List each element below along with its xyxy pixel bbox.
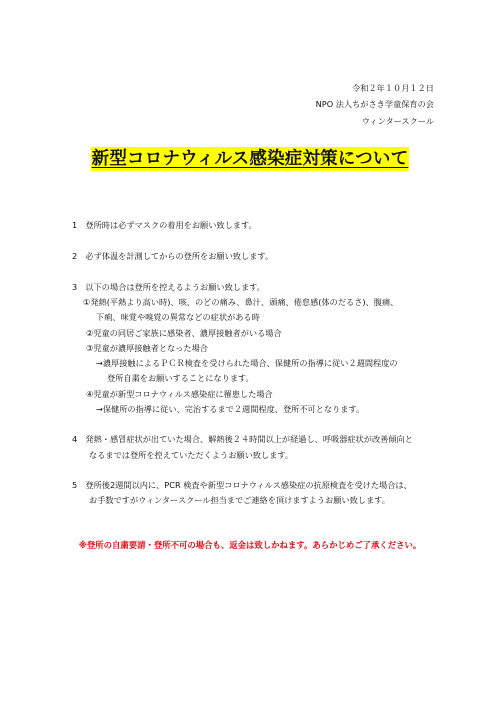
item-3-sub-1-line-1: ①発熱(平熱より高い時)、咳、のどの痛み、鼻汁、頭痛、倦怠感(体のだるさ)、腹痛、 (83, 297, 399, 307)
header-organization: NPO 法人ちがさき学童保育の会 (315, 99, 434, 109)
item-1: 1 登所時は必ずマスクの着用をお願い致します。 (72, 220, 257, 230)
item-5-line-2: お手数ですがウィンタースクール担当までご連絡を頂けますようお願い致します。 (89, 495, 390, 505)
item-4-line-1: 4 発熱・感冒症状が出ていた場合、解熱後２４時間以上が経過し、呼吸器症状が改善傾向と (72, 434, 413, 444)
item-3-sub-1-line-2: 下痢、味覚や嗅覚の異常などの症状がある時 (96, 312, 260, 322)
refund-notice: ※登所の自粛要請・登所不可の場合も、返金は致しかねます。あらかじめご了承ください。 (78, 540, 422, 550)
header-date: 令和２年１０月１２日 (352, 83, 434, 93)
title-block (0, 147, 500, 171)
item-3-sub-2: ②児童の同居ご家族に感染者、濃厚接触者がいる場合 (86, 328, 282, 338)
item-4-line-2: なるまでは登所を控えていただくようお願い致します。 (89, 450, 294, 460)
document-title: 新型コロナウィルス感染症対策について (91, 149, 409, 169)
header-program: ウィンタースクール (361, 116, 434, 126)
item-2: 2 必ず体温を計測してからの登所をお願い致します。 (72, 251, 274, 261)
item-3-sub-3-note-1: →濃厚接触によるＰＣＲ検査を受けられた場合、保健所の指導に従い２週間程度の (96, 358, 398, 368)
item-3-sub-3-note-2: 登所自粛をお願いすることになります。 (107, 373, 254, 383)
item-3-sub-4-note: →保健所の指導に従い、完治するまで２週間程度、登所不可となります。 (96, 404, 365, 414)
item-5-line-1: 5 登所後2週間以内に、PCR 検査や新型コロナウィルス感染症の抗原検査を受けた場合は、 (72, 480, 412, 490)
item-3: 3 以下の場合は登所を控えるようお願い致します。 (72, 282, 265, 292)
item-3-sub-4: ④児童が新型コロナウィルス感染症に罹患した場合 (86, 389, 273, 399)
item-3-sub-3: ③児童が濃厚接触者となった場合 (86, 343, 208, 353)
